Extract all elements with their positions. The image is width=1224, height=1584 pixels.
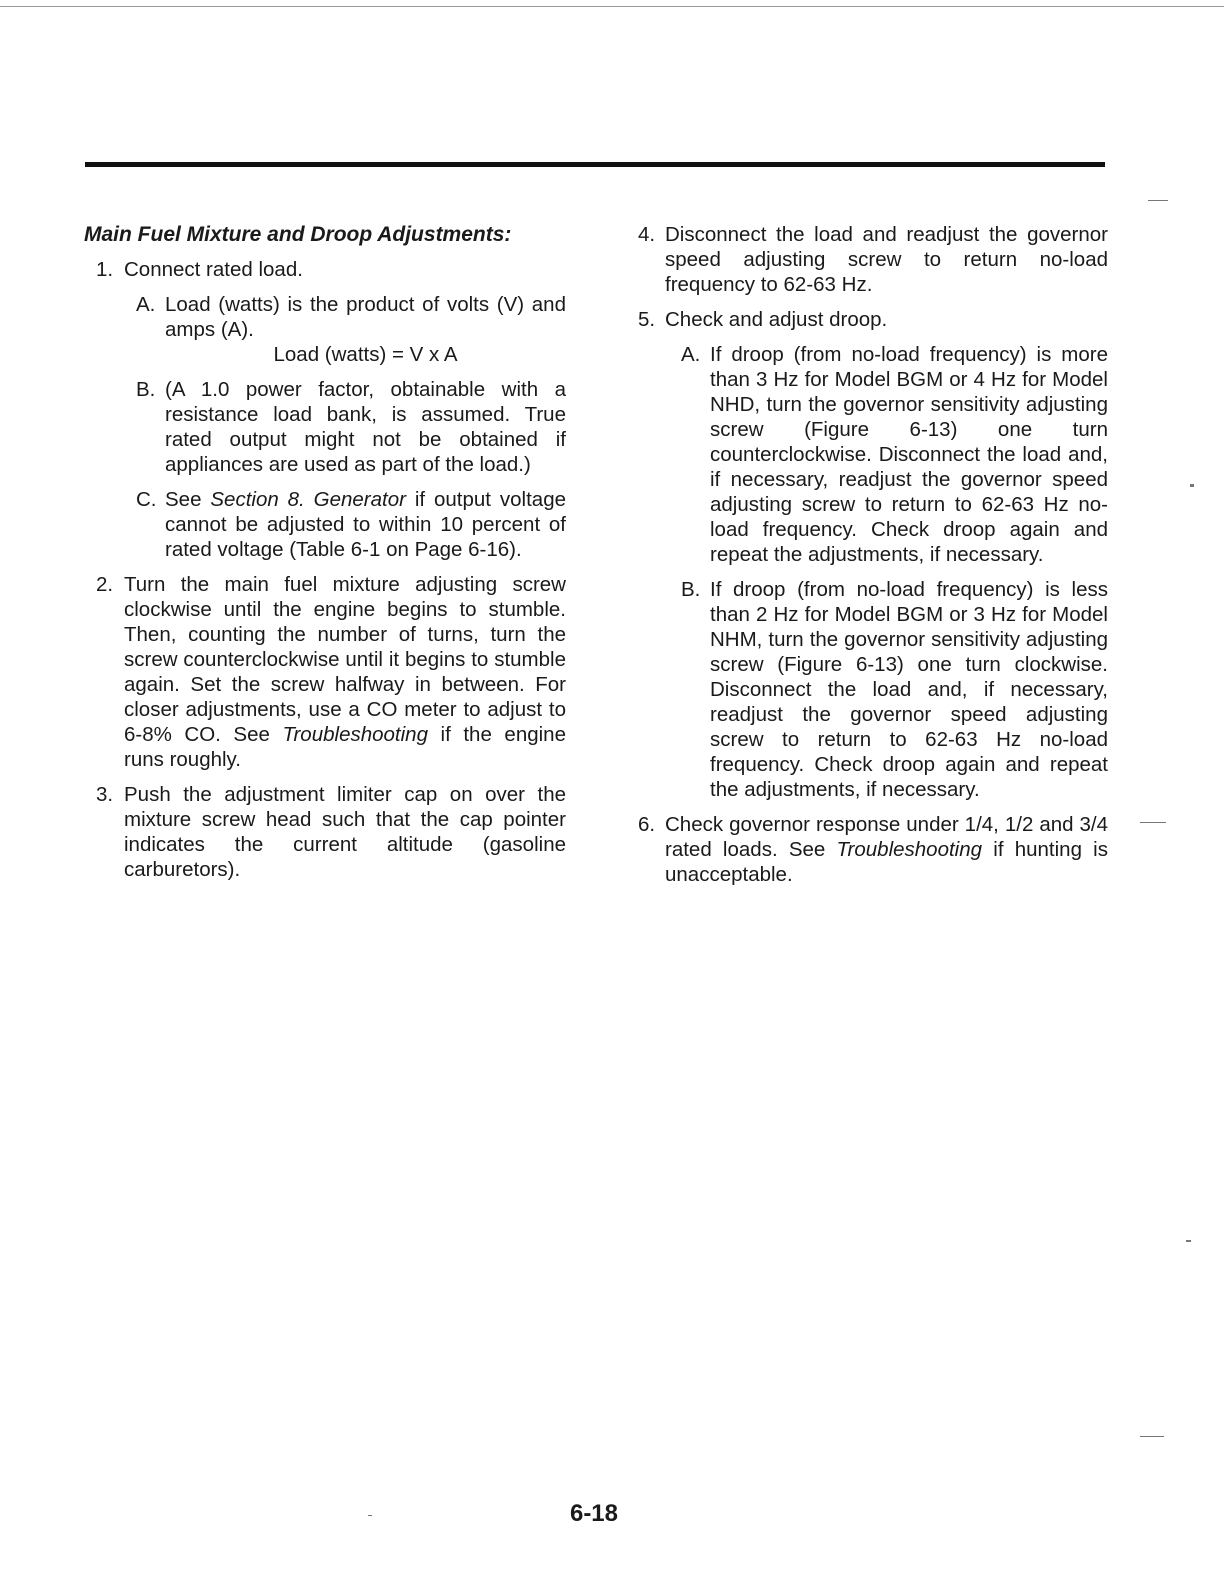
step-5-sub-b [681,577,1108,802]
sub-letter: B. [136,378,156,401]
sub-letter: A. [136,293,156,316]
step-number: 5. [638,308,656,331]
section-heading: Main Fuel Mixture and Droop Adjustments: [84,223,512,246]
troubleshooting-reference: Troubleshooting [282,723,428,746]
section-reference: Section 8. Generator [210,488,406,511]
step-1-sub-b [136,377,566,477]
step-number: 6. [638,813,656,836]
load-formula: Load (watts) = V x A [273,343,458,366]
step-5 [638,307,1108,332]
step-text: Turn the main fuel mixture adjusting screw clockwise until the engine begins to stumble. Then, counting the number of turns, turn the screw counterclockwise until it begins to stumble again. Set the screw halfway in between. For closer adjustments, use a CO meter to adjust to 6-8% CO. See Troubleshooting if the engine runs roughly. [124,573,566,771]
step-6 [638,812,1108,887]
step-2 [84,572,566,772]
header-rule [85,162,1105,167]
step-text: Check governor response under 1/4, 1/2 and 3/4 rated loads. See Troubleshooting if hunting is unacceptable. [665,813,1108,886]
step-text: Connect rated load. [124,258,303,281]
step-3 [84,782,566,882]
step-5-sub-a [681,342,1108,567]
step-text: Disconnect the load and readjust the governor speed adjusting screw to return no-load frequency to 62-63 Hz. [665,223,1108,296]
step-1-sub-c [136,487,566,562]
page-number: 6-18 [569,1500,619,1527]
sub-text: See Section 8. Generator if output voltage cannot be adjusted to within 10 percent of rated voltage (Table 6-1 on Page 6-16). [165,488,566,561]
scan-edge-line [0,6,1224,7]
step-text: Check and adjust droop. [665,308,888,331]
sub-text: (A 1.0 power factor, obtainable with a resistance load bank, is assumed. True rated output might not be obtained if appliances are used as part of the load.) [165,378,566,476]
sub-text: Load (watts) is the product of volts (V) and amps (A). [165,293,566,341]
sub-letter: B. [681,578,701,601]
step-number: 4. [638,223,656,246]
troubleshooting-reference: Troubleshooting [836,838,983,861]
sub-text: If droop (from no-load frequency) is more than 3 Hz for Model BGM or 4 Hz for Model NHD, turn the governor sensitivity adjusting screw (Figure 6-13) one turn counterclockwise. Disconnect the load and, if necessary, readjust the governor speed adjusting screw to return to 62-63 Hz no-load frequency. Check droop again and repeat the adjustments, if necessary. [710,343,1108,566]
step-1-sub-a [136,292,566,367]
sub-letter: C. [136,488,157,511]
sub-text: If droop (from no-load frequency) is less than 2 Hz for Model BGM or 3 Hz for Model NHM, turn the governor sensitivity adjusting screw (Figure 6-13) one turn clockwise. Disconnect the load and, if necessary, readjust the governor speed adjusting screw to return to 62-63 Hz no-load frequency. Check droop again and repeat the adjustments, if necessary. [710,578,1108,801]
left-column [84,222,566,892]
step-4 [638,222,1108,297]
step-number: 1. [96,258,114,281]
step-1 [84,257,566,282]
step-number: 3. [96,783,114,806]
step-text: Push the adjustment limiter cap on over the mixture screw head such that the cap pointer indicates the current altitude (gasoline carburetors). [124,783,566,881]
right-column [638,222,1108,897]
step-number: 2. [96,573,114,596]
sub-letter: A. [681,343,701,366]
